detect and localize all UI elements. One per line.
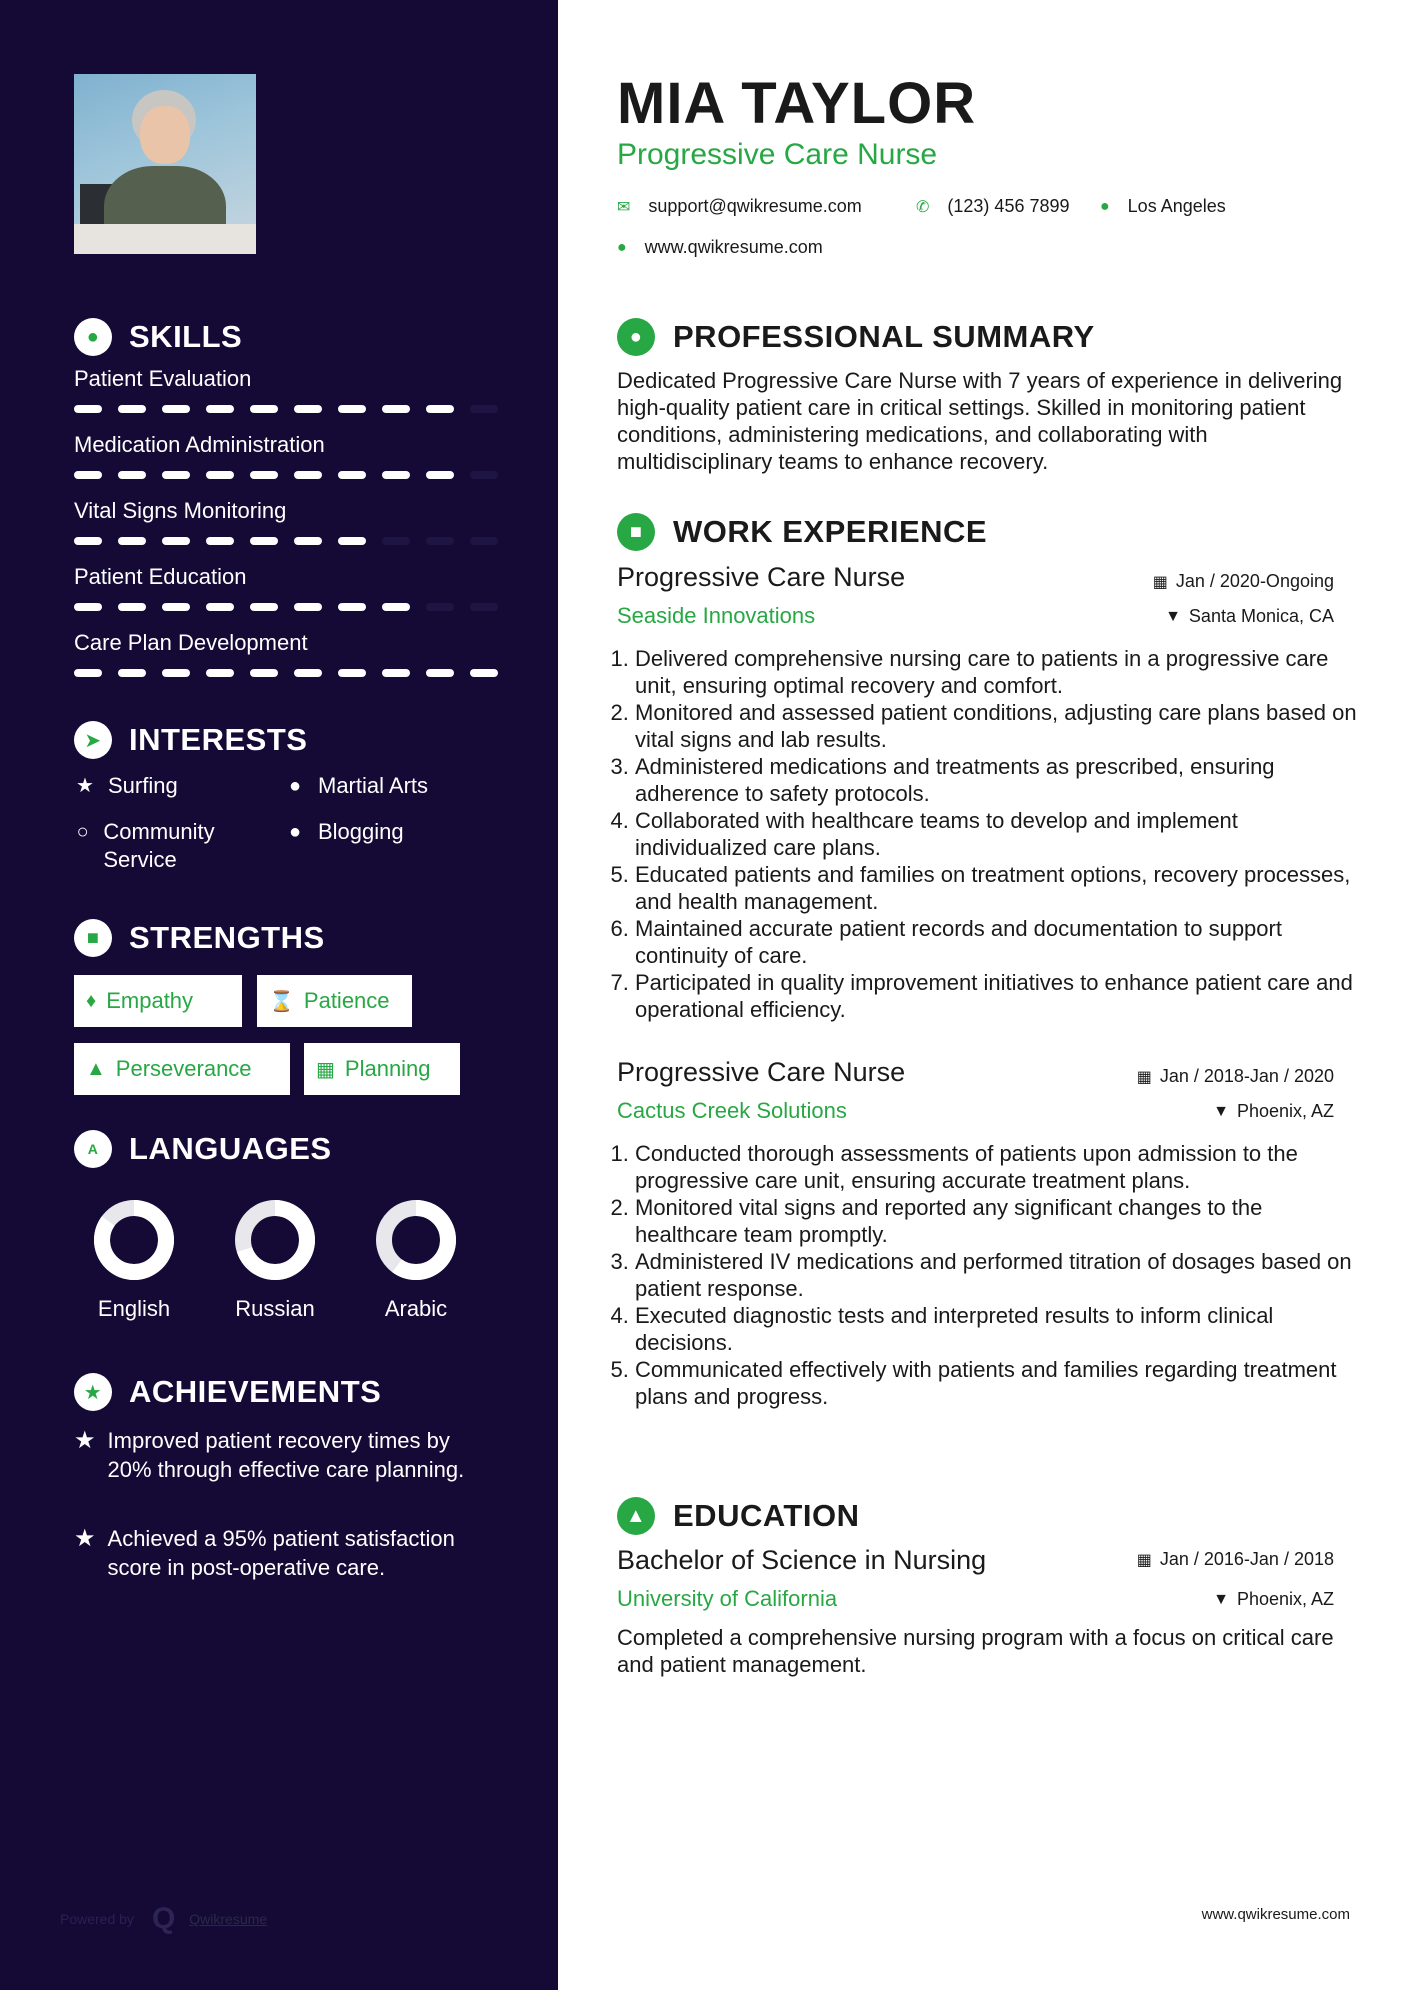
footer-website[interactable]: www.qwikresume.com bbox=[1201, 1906, 1350, 1923]
calendar-icon: ▦ bbox=[1136, 1551, 1152, 1569]
skill-level-dash bbox=[206, 603, 234, 611]
contact-location: ● Los Angeles bbox=[1100, 196, 1226, 216]
responsibility-item: 3. Administered IV medications and performed titration of dosages based on patient response. bbox=[635, 1248, 1370, 1302]
graduation-cap-icon: ▲ bbox=[617, 1497, 655, 1535]
handshake-icon: ♦ bbox=[86, 989, 97, 1012]
interests-heading: ➤ INTERESTS bbox=[74, 721, 307, 759]
skill-level-dash bbox=[118, 405, 146, 413]
skill-level-dash bbox=[250, 537, 278, 545]
skill-level-bar bbox=[74, 405, 498, 413]
skill-level-dash bbox=[162, 471, 190, 479]
interest-surfing: ★ Surfing bbox=[74, 772, 178, 800]
candidate-role: Progressive Care Nurse bbox=[617, 138, 938, 171]
skill-level-dash bbox=[74, 669, 102, 677]
responsibility-item: 7. Participated in quality improvement initiatives to enhance patient care and operational efficiency. bbox=[635, 969, 1370, 1023]
lightbulb-icon: ● bbox=[74, 318, 112, 356]
skill-level-dash bbox=[382, 405, 410, 413]
strength-patience: ⌛ Patience bbox=[257, 975, 412, 1027]
skill-name: Care Plan Development bbox=[74, 630, 308, 655]
interest-community-service: ○ Community Service bbox=[74, 818, 254, 874]
globe-icon: ● bbox=[617, 238, 627, 256]
skill-level-dash bbox=[338, 669, 366, 677]
skill-level-dash bbox=[382, 471, 410, 479]
skill-level-dash bbox=[294, 471, 322, 479]
skill-level-dash bbox=[338, 471, 366, 479]
job-dates: ▦ Jan / 2020-Ongoing bbox=[1152, 571, 1334, 591]
skill-level-dash bbox=[294, 669, 322, 677]
responsibility-item: 6. Maintained accurate patient records and documentation to support continuity of care. bbox=[635, 915, 1370, 969]
qwikresume-logo-icon: Q bbox=[151, 1902, 176, 1935]
hourglass-icon: ⌛ bbox=[269, 990, 294, 1013]
skill-level-dash bbox=[382, 603, 410, 611]
education-description: Completed a comprehensive nursing program with a focus on critical care and patient management. bbox=[617, 1625, 1334, 1677]
responsibility-item: 4. Collaborated with healthcare teams to develop and implement individualized care plans. bbox=[635, 807, 1370, 861]
skill-level-bar bbox=[74, 537, 498, 545]
users-icon: ● bbox=[288, 821, 302, 843]
summary-text: Dedicated Progressive Care Nurse with 7 years of experience in delivering high-quality patient care in critical settings. Skilled in monitoring patient conditions, administering medications, and collaborating with multidisciplinary teams to enhance recovery. bbox=[617, 368, 1343, 474]
calendar-icon: ▦ bbox=[1152, 573, 1168, 591]
job-company: Cactus Creek Solutions bbox=[617, 1098, 847, 1123]
skill-level-dash bbox=[250, 471, 278, 479]
pushpin-icon: ▼ bbox=[1165, 607, 1181, 625]
envelope-icon: ✉ bbox=[617, 198, 631, 216]
skill-level-dash bbox=[426, 537, 454, 545]
language-ring-arabic bbox=[374, 1198, 458, 1282]
hand-icon: ○ bbox=[76, 821, 89, 843]
job-location: ▼ Phoenix, AZ bbox=[1213, 1101, 1334, 1121]
pushpin-icon: ▼ bbox=[1213, 1102, 1229, 1120]
skill-level-dash bbox=[382, 537, 410, 545]
skill-level-dash bbox=[206, 405, 234, 413]
phone-icon: ✆ bbox=[916, 198, 930, 216]
responsibility-item: 2. Monitored vital signs and reported any significant changes to the healthcare team promptly. bbox=[635, 1194, 1370, 1248]
job-company: Seaside Innovations bbox=[617, 603, 816, 628]
calendar-icon: ▦ bbox=[316, 1058, 335, 1081]
skill-level-dash bbox=[250, 603, 278, 611]
skill-level-dash bbox=[118, 471, 146, 479]
skill-level-dash bbox=[250, 669, 278, 677]
skill-level-bar bbox=[74, 669, 498, 677]
skill-level-dash bbox=[294, 405, 322, 413]
contact-email[interactable]: ✉ support@qwikresume.com bbox=[617, 196, 862, 216]
responsibility-item: 1. Conducted thorough assessments of patients upon admission to the progressive care unit, ensuring accurate treatment plans. bbox=[635, 1140, 1370, 1194]
map-pin-icon: ● bbox=[1100, 197, 1110, 215]
skill-level-dash bbox=[206, 669, 234, 677]
skill-level-bar bbox=[74, 603, 498, 611]
education-location: ▼ Phoenix, AZ bbox=[1213, 1589, 1334, 1609]
skills-heading: ● SKILLS bbox=[74, 318, 242, 356]
achievements-heading: ★ ACHIEVEMENTS bbox=[74, 1373, 381, 1411]
strength-empathy: ♦ Empathy bbox=[74, 975, 242, 1027]
strength-planning: ▦ Planning bbox=[304, 1043, 460, 1095]
skill-level-dash bbox=[426, 603, 454, 611]
skill-level-dash bbox=[162, 537, 190, 545]
responsibility-item: 2. Monitored and assessed patient conditions, adjusting care plans based on vital signs and lab results. bbox=[635, 699, 1370, 753]
summary-heading: ● PROFESSIONAL SUMMARY bbox=[617, 318, 1095, 356]
job-responsibilities bbox=[617, 1140, 1370, 1410]
contact-phone[interactable]: ✆ (123) 456 7899 bbox=[916, 196, 1070, 216]
skill-level-dash bbox=[162, 603, 190, 611]
skill-level-bar bbox=[74, 471, 498, 479]
skill-level-dash bbox=[294, 537, 322, 545]
job-location: ▼ Santa Monica, CA bbox=[1165, 606, 1334, 626]
skill-level-dash bbox=[470, 471, 498, 479]
contact-website[interactable]: ● www.qwikresume.com bbox=[617, 237, 823, 257]
skill-name: Medication Administration bbox=[74, 432, 325, 457]
job-title: Progressive Care Nurse bbox=[617, 1057, 906, 1087]
responsibility-item: 3. Administered medications and treatments as prescribed, ensuring adherence to safety protocols. bbox=[635, 753, 1370, 807]
skill-level-dash bbox=[338, 603, 366, 611]
paper-plane-icon: ➤ bbox=[74, 721, 112, 759]
skill-level-dash bbox=[382, 669, 410, 677]
skill-name: Patient Evaluation bbox=[74, 366, 252, 391]
skill-level-dash bbox=[294, 603, 322, 611]
skill-level-dash bbox=[74, 603, 102, 611]
skill-level-dash bbox=[470, 669, 498, 677]
user-icon: ● bbox=[617, 318, 655, 356]
education-heading: ▲ EDUCATION bbox=[617, 1497, 859, 1535]
skill-level-dash bbox=[426, 669, 454, 677]
globe-icon: ● bbox=[288, 775, 302, 797]
skill-level-dash bbox=[162, 405, 190, 413]
skill-level-dash bbox=[338, 405, 366, 413]
language-icon: A bbox=[74, 1130, 112, 1168]
skill-level-dash bbox=[470, 405, 498, 413]
powered-by: Powered by Q Qwikresume bbox=[60, 1902, 268, 1935]
experience-heading: ■ WORK EXPERIENCE bbox=[617, 513, 987, 551]
pushpin-icon: ▼ bbox=[1213, 1590, 1229, 1608]
office-chair-icon: ■ bbox=[617, 513, 655, 551]
education-dates: ▦ Jan / 2016-Jan / 2018 bbox=[1136, 1549, 1334, 1569]
skill-level-dash bbox=[470, 537, 498, 545]
skill-level-dash bbox=[206, 471, 234, 479]
skill-level-dash bbox=[74, 537, 102, 545]
interest-martial-arts: ● Martial Arts bbox=[284, 772, 428, 800]
star-icon: ★ bbox=[76, 775, 94, 797]
language-english: English bbox=[84, 1198, 184, 1322]
job-responsibilities bbox=[617, 645, 1370, 1023]
shooting-star-icon: ★ bbox=[74, 1525, 96, 1552]
language-russian: Russian bbox=[225, 1198, 325, 1322]
responsibility-item: 5. Educated patients and families on treatment options, recovery processes, and health management. bbox=[635, 861, 1370, 915]
skill-level-dash bbox=[118, 537, 146, 545]
shooting-star-icon: ★ bbox=[74, 1427, 96, 1454]
skill-level-dash bbox=[426, 471, 454, 479]
achievement-item: ★ Achieved a 95% patient satisfaction score in post-operative care. bbox=[74, 1525, 455, 1580]
job-title: Progressive Care Nurse bbox=[617, 562, 906, 592]
achievement-item: ★ Improved patient recovery times by 20% through effective care planning. bbox=[74, 1427, 465, 1482]
languages-heading: A LANGUAGES bbox=[74, 1130, 332, 1168]
skill-level-dash bbox=[74, 405, 102, 413]
skill-level-dash bbox=[470, 603, 498, 611]
skill-level-dash bbox=[250, 405, 278, 413]
skill-level-dash bbox=[162, 669, 190, 677]
job-dates: ▦ Jan / 2018-Jan / 2020 bbox=[1136, 1066, 1334, 1086]
skill-level-dash bbox=[426, 405, 454, 413]
language-arabic: Arabic bbox=[366, 1198, 466, 1322]
skill-name: Patient Education bbox=[74, 564, 247, 589]
candidate-name: MIA TAYLOR bbox=[617, 71, 977, 136]
powered-by-link[interactable]: Qwikresume bbox=[189, 1911, 268, 1927]
profile-photo bbox=[74, 74, 256, 254]
interest-blogging: ● Blogging bbox=[284, 818, 404, 846]
language-ring-english bbox=[92, 1198, 176, 1282]
responsibility-item: 1. Delivered comprehensive nursing care to patients in a progressive care unit, ensuring optimal recovery and comfort. bbox=[635, 645, 1370, 699]
strengths-heading: ■ STRENGTHS bbox=[74, 919, 325, 957]
responsibility-item: 4. Executed diagnostic tests and interpreted results to inform clinical decisions. bbox=[635, 1302, 1370, 1356]
star-badge-icon: ★ bbox=[74, 1373, 112, 1411]
skill-level-dash bbox=[74, 471, 102, 479]
responsibility-item: 5. Communicated effectively with patients and families regarding treatment plans and progress. bbox=[635, 1356, 1370, 1410]
language-ring-russian bbox=[233, 1198, 317, 1282]
fist-icon: ■ bbox=[74, 919, 112, 957]
skill-level-dash bbox=[118, 603, 146, 611]
skill-level-dash bbox=[206, 537, 234, 545]
sidebar bbox=[0, 0, 558, 1990]
strength-perseverance: ▲ Perseverance bbox=[74, 1043, 290, 1095]
road-icon: ▲ bbox=[86, 1057, 106, 1080]
skill-level-dash bbox=[338, 537, 366, 545]
calendar-icon: ▦ bbox=[1136, 1068, 1152, 1086]
skill-level-dash bbox=[118, 669, 146, 677]
education-degree: Bachelor of Science in Nursing bbox=[617, 1545, 987, 1575]
skill-name: Vital Signs Monitoring bbox=[74, 498, 287, 523]
education-school: University of California bbox=[617, 1586, 838, 1611]
